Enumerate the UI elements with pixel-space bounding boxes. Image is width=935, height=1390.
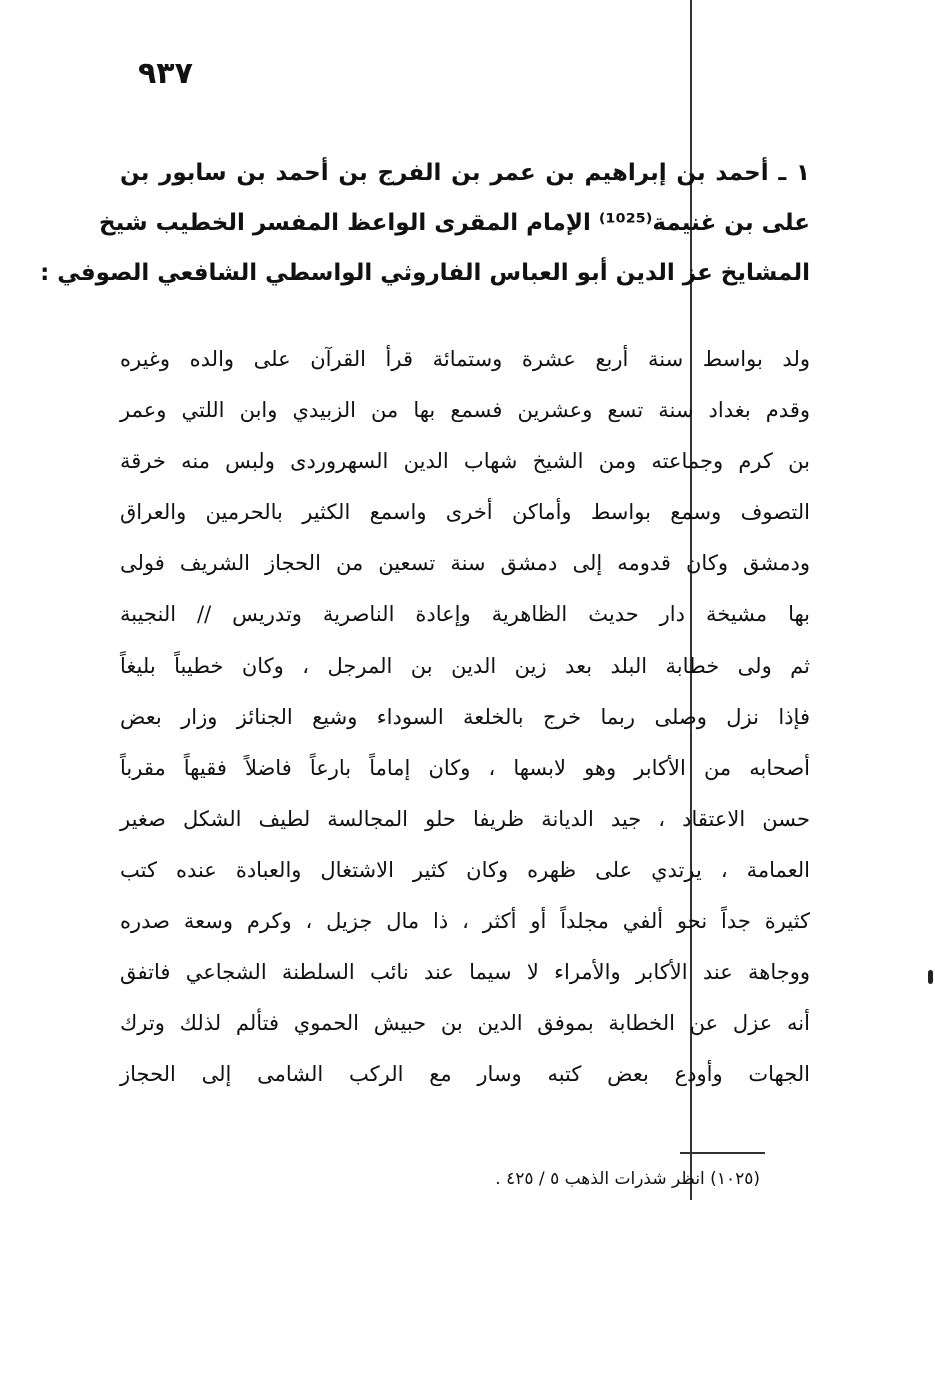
body-line: ثم ولى خطابة البلد بعد زين الدين بن المرجل ، وكان خطيباً بليغاً xyxy=(120,653,810,678)
heading-line: المشايخ عز الدين أبو العباس الفاروثي الواسطي الشافعي الصوفي : xyxy=(40,260,810,286)
page-number: ٩٣٧ xyxy=(138,56,193,91)
body-line: ودمشق وكان قدومه إلى دمشق سنة تسعين من الحجاز الشريف فولى xyxy=(120,551,810,576)
entry-body xyxy=(120,334,810,1100)
body-line: ولد بواسط سنة أربع عشرة وستمائة قرأ القرآن على والده وغيره xyxy=(120,347,810,371)
body-line: التصوف وسمع بواسط وأماكن أخرى واسمع الكثير بالحرمين والعراق xyxy=(120,500,810,525)
body-line: كثيرة جداً نحو ألفي مجلداً أو أكثر ، ذا مال جزيل ، وكرم وسعة صدره xyxy=(120,909,810,934)
entry-heading xyxy=(40,148,810,298)
body-line: أصحابه من الأكابر وهو لابسها ، وكان إماماً بارعاً فاضلاً فقيهاً مقرباً xyxy=(120,755,810,780)
body-line: العمامة ، يرتدي على ظهره وكان كثير الاشتغال والعبادة عنده كتب xyxy=(120,857,810,882)
body-line: بن كرم وجماعته ومن الشيخ شهاب الدين السهروردى ولبس منه خرقة xyxy=(120,449,810,474)
footnote-rule xyxy=(680,1152,765,1154)
body-line: فإذا نزل وصلى ربما خرج بالخلعة السوداء وشيع الجنائز وزار بعض xyxy=(120,704,810,729)
body-line: ووجاهة عند الأكابر والأمراء لا سيما عند نائب السلطنة الشجاعي فاتفق xyxy=(120,960,810,985)
body-line: الجهات وأودع بعض كتبه وسار مع الركب الشامى إلى الحجاز xyxy=(120,1062,810,1087)
edge-mark xyxy=(928,970,933,984)
body-line: أنه عزل عن الخطابة بموفق الدين بن حبيش الحموي فتألم لذلك وترك xyxy=(120,1011,810,1036)
body-line: وقدم بغداد سنة تسع وعشرين فسمع بها من الزبيدي وابن اللتي وعمر xyxy=(120,398,810,423)
heading-line: على بن غنيمة⁽¹⁰²⁵⁾ الإمام المقرى الواعظ المفسر الخطيب شيخ xyxy=(99,210,810,236)
heading-line: ١ ـ أحمد بن إبراهيم بن عمر بن الفرج بن أحمد بن سابور بن xyxy=(120,160,810,186)
body-line: بها مشيخة دار حديث الظاهرية وإعادة الناصرية وتدريس // النجيبة xyxy=(120,602,810,627)
footnote: (١٠٢٥) انظر شذرات الذهب ٥ / ٤٢٥ . xyxy=(495,1169,760,1189)
body-line: حسن الاعتقاد ، جيد الديانة ظريفا حلو المجالسة لطيف الشكل صغير xyxy=(120,806,810,831)
